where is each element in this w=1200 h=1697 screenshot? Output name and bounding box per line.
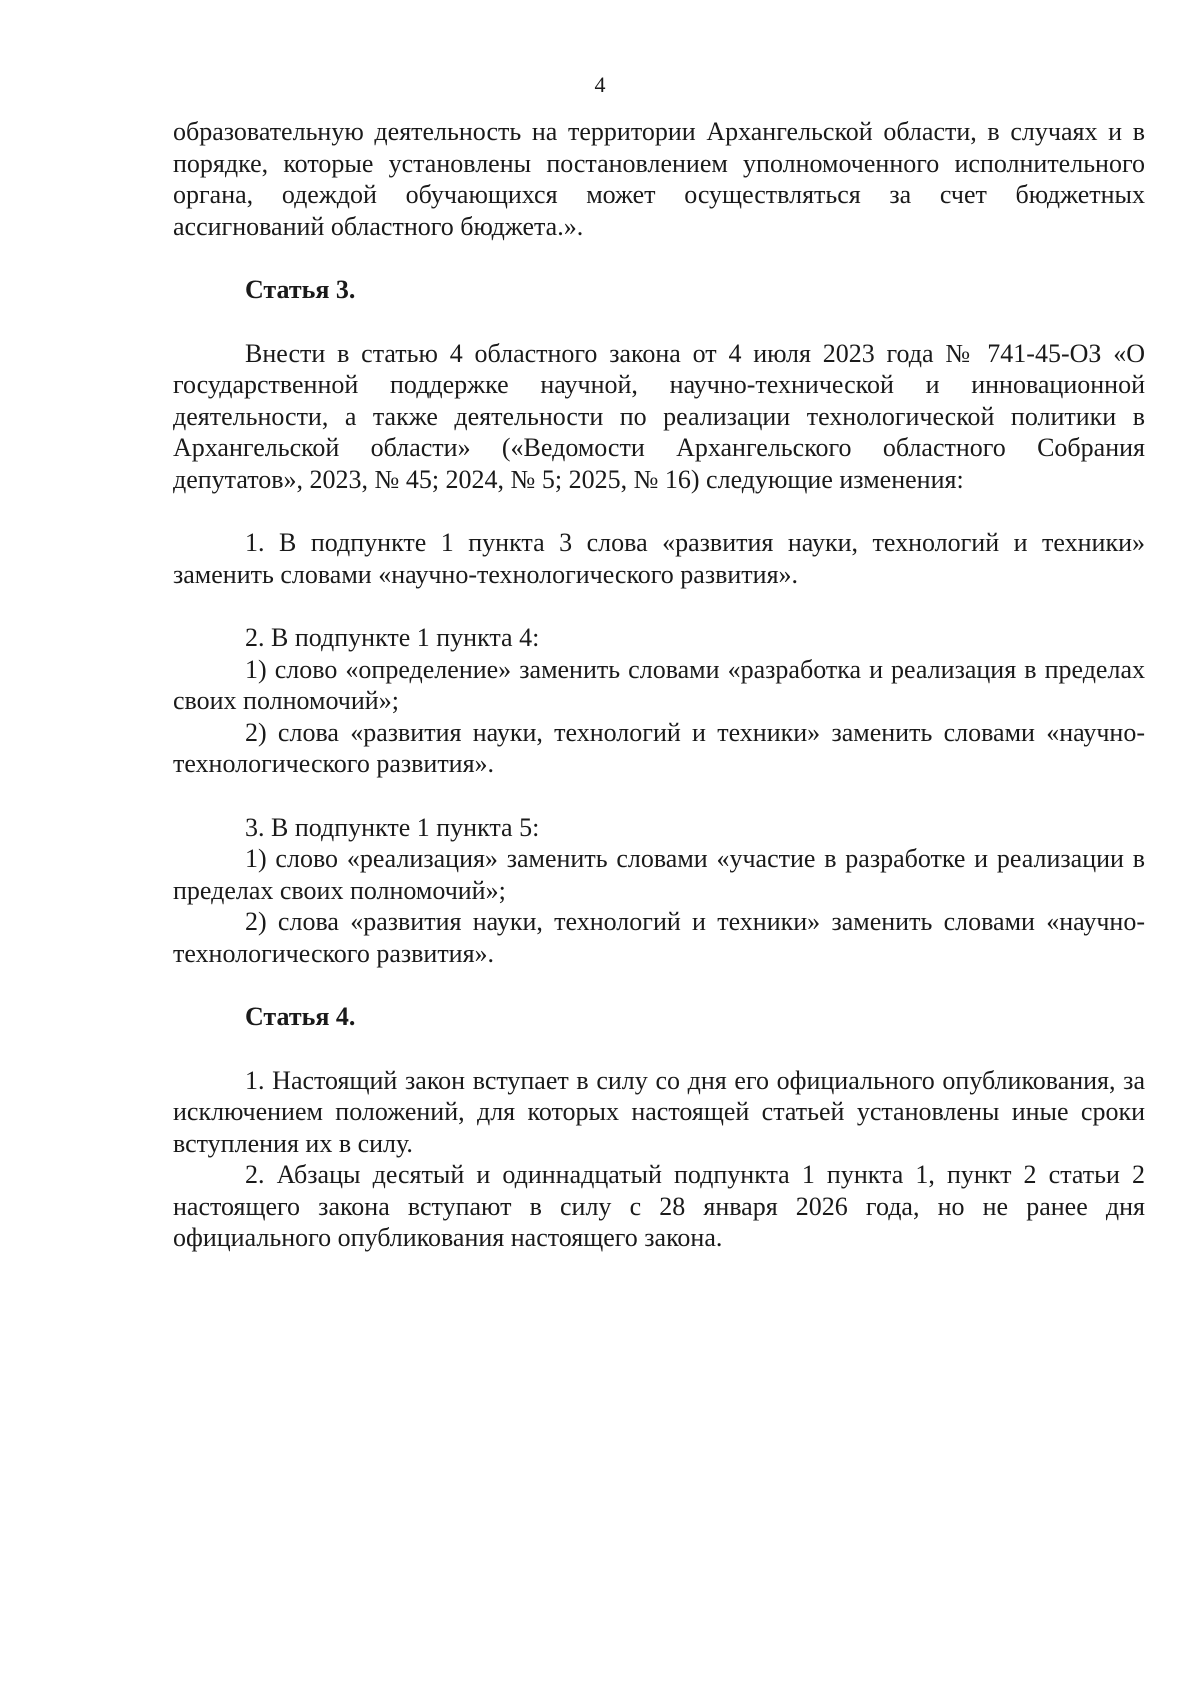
spacer: [173, 590, 1145, 622]
article-3-intro: Внести в статью 4 областного закона от 4 июля 2023 года № 741-45-ОЗ «О государственной поддержке научной, научно-технической и инновационной деятельности, а также деятельности по реализации технологической политики в Архангельской области» («Ведомости Архангельского областного Собрания депутатов», 2023, № 45; 2024, № 5; 2025, № 16) следующие изменения:: [173, 338, 1145, 494]
article-3-item-2: 2. В подпункте 1 пункта 4:: [245, 623, 540, 652]
spacer: [173, 242, 1145, 274]
article-3-item-3-sub-2: 2) слова «развития науки, технологий и техники» заменить словами «научно-технологического развития».: [173, 907, 1145, 968]
page-number: 4: [594, 72, 606, 97]
document-body: [173, 116, 1145, 1254]
article-3-item-3-sub-1: 1) слово «реализация» заменить словами «участие в разработке и реализации в пределах своих полномочий»;: [173, 844, 1145, 905]
spacer: [173, 969, 1145, 1001]
article-4-item-1: 1. Настоящий закон вступает в силу со дня его официального опубликования, за исключением положений, для которых настоящей статьей установлены иные сроки вступления их в силу.: [173, 1065, 1145, 1158]
spacer: [173, 780, 1145, 812]
spacer: [173, 1033, 1145, 1065]
article-3-item-3: 3. В подпункте 1 пункта 5:: [245, 812, 540, 842]
article-3-heading: Статья 3.: [245, 275, 356, 304]
spacer: [173, 495, 1145, 527]
spacer: [173, 306, 1145, 338]
article-3-item-1: 1. В подпункте 1 пункта 3 слова «развития науки, технологий и техники» заменить словами «научно-технологического развития».: [173, 528, 1145, 589]
article-4-item-2: 2. Абзацы десятый и одиннадцатый подпункта 1 пункта 1, пункт 2 статьи 2 настоящего закона вступают в силу с 28 января 2026 года, но не ранее дня официального опубликования настоящего закона.: [173, 1160, 1145, 1252]
article-3-item-2-sub-1: 1) слово «определение» заменить словами «разработка и реализация в пределах своих полномочий»;: [173, 654, 1145, 715]
paragraph-continuation: образовательную деятельность на территории Архангельской области, в случаях и в порядке, которые установлены постановлением уполномоченного исполнительного органа, одеждой обучающихся может осуществляться за счет бюджетных ассигнований областного бюджета.».: [173, 117, 1145, 241]
article-4-heading: Статья 4.: [245, 1002, 356, 1031]
article-3-item-2-sub-2: 2) слова «развития науки, технологий и техники» заменить словами «научно-технологического развития».: [173, 717, 1145, 778]
